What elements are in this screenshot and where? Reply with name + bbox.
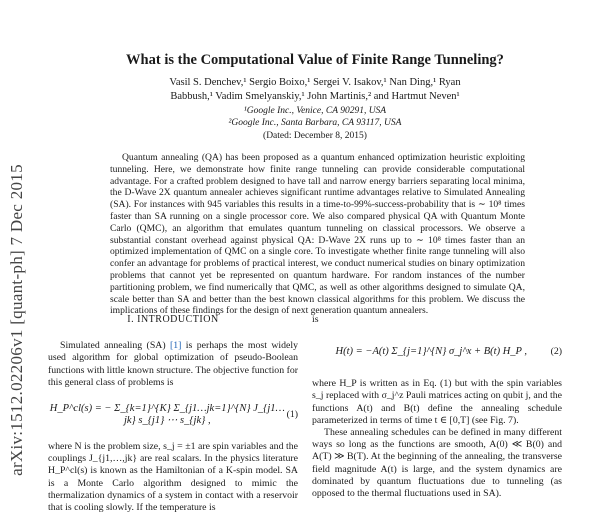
author-list	[120, 76, 510, 104]
equation-expression: H(t) = −A(t) Σ_{j=1}^{N} σ_j^x + B(t) H_P ,	[335, 346, 528, 358]
equation-number: (1)	[286, 408, 298, 420]
arxiv-id: arXiv:1512.02206v1 [quant-ph] 7 Dec 2015	[7, 164, 26, 476]
left-column	[48, 314, 298, 514]
body-text: is	[312, 314, 319, 325]
affiliation: ²Google Inc., Santa Barbara, CA 93117, USA	[228, 118, 402, 128]
equation-2	[312, 332, 562, 372]
citation-link[interactable]: [1]	[169, 340, 182, 352]
section-heading: I. INTRODUCTION	[127, 314, 219, 325]
body-paragraph	[48, 340, 298, 389]
affiliations	[120, 105, 510, 129]
body-paragraph: where N is the problem size, s_j = ±1 are spin variables and the couplings J_{j1,…,jk} are real scalars. In the physics literature H_P^cl(s) is known as the Hamiltonian of a K-spin model. SA is a Monte Carlo algorithm designed to mimic the thermalization dynamics of a system in contact with a reservoir that is cooling slowly. If the temperature is	[48, 441, 298, 514]
affiliation: ¹Google Inc., Venice, CA 90291, USA	[243, 106, 387, 116]
authors-line: Babbush,¹ Vadim Smelyanskiy,¹ John Martinis,² and Hartmut Neven¹	[170, 91, 460, 102]
right-column	[312, 314, 562, 500]
equation-expression: H_P^cl(s) = − Σ_{k=1}^{K} Σ_{j1…jk=1}^{N} J_{j1…jk} s_{j1} ⋯ s_{jk} ,	[49, 402, 285, 427]
body-paragraph: These annealing schedules can be defined in many different ways so long as the functions are smooth, A(0) ≪ B(0) and A(T) ≫ B(T). At the beginning of the annealing, the transverse field magnitude A(t) is large, and the system dynamics are dominated by quantum fluctuations due to tunneling (as opposed to the thermal fluctuations used in SA).	[312, 427, 562, 500]
body-paragraph: where H_P is written as in Eq. (1) but with the spin variables s_j replaced with σ_j^z Pauli matrices acting on qubit j, and the functions A(t) and B(t) define the annealing schedule parameterized in terms of time t ∈ [0,T] (see Fig. 7).	[312, 378, 562, 426]
paragraph-text: is perhaps the most widely used algorithm for global optimization of pseudo-Boolean functions with little known structure. The objective function for this general class of problems is	[48, 340, 298, 388]
paper-title: What is the Computational Value of Finite Range Tunneling?	[126, 52, 504, 68]
equation-number: (2)	[550, 346, 562, 358]
paragraph-text: Simulated annealing (SA)	[60, 340, 170, 352]
equation-1	[48, 395, 298, 435]
date-line: (Dated: December 8, 2015)	[263, 131, 367, 141]
authors-line: Vasil S. Denchev,¹ Sergio Boixo,¹ Sergei V. Isakov,¹ Nan Ding,¹ Ryan	[169, 77, 461, 88]
abstract: Quantum annealing (QA) has been proposed as a quantum enhanced optimization heuristic exploiting tunneling. Here, we demonstrate how finite range tunneling can provide considerable computational advantage. For a crafted problem designed to have tall and narrow energy barriers separating local minima, the D-Wave 2X quantum annealer achieves significant runtime advantages relative to Simulated Annealing (SA). For instances with 945 variables this results in a time-to-99%-success-probability that is ∼ 10⁸ times faster than SA running on a single processor core. We also compared physical QA with Quantum Monte Carlo (QMC), an algorithm that emulates quantum tunneling on classical processors. We observe a substantial constant overhead against physical QA: D-Wave 2X runs up to ∼ 10⁸ times faster than an optimized implementation of QMC on a single core. To investigate whether finite range tunneling will also confer an advantage for problems of practical interest, we conduct numerical studies on binary optimization problems that cannot yet be represented on quantum hardware. For random instances of the number partitioning problem, we find numerically that QMC, as well as other algorithms designed to simulate QA, scale better than SA and better than the best known classical algorithms for this problem. We discuss the implications of these findings for the design of next generation quantum annealers.	[110, 152, 525, 317]
arxiv-stamp	[2, 140, 32, 500]
